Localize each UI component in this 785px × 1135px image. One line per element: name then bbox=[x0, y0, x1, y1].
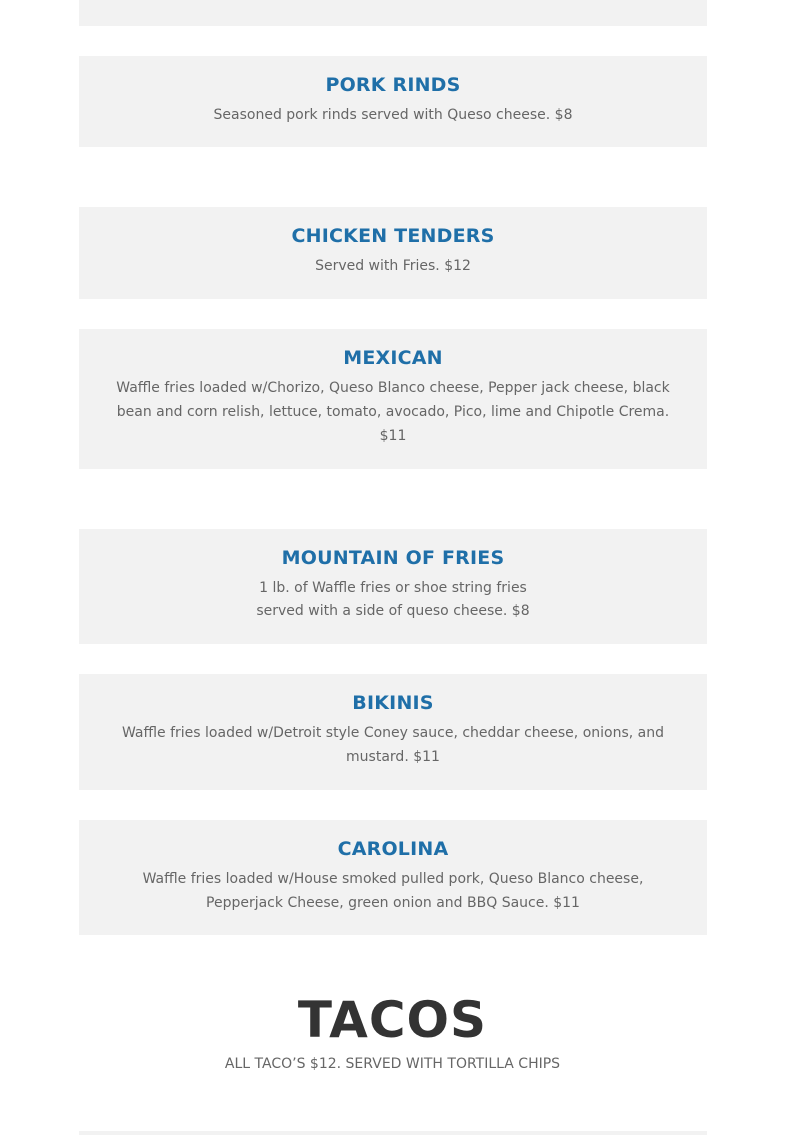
menu-item-description: $11 bbox=[379, 428, 407, 444]
menu-item-description: mustard. $11 bbox=[346, 749, 440, 765]
menu-item-title: CHICKEN TENDERS bbox=[291, 225, 495, 247]
menu-card-partial bbox=[79, 0, 707, 26]
menu-item-title: MOUNTAIN OF FRIES bbox=[281, 547, 505, 569]
menu-card-mexican bbox=[79, 329, 707, 469]
menu-item-description: bean and corn relish, lettuce, tomato, avocado, Pico, lime and Chipotle Crema. bbox=[116, 404, 670, 420]
section-subtitle-tacos: ALL TACO’S $12. SERVED WITH TORTILLA CHIPS bbox=[224, 1056, 561, 1072]
menu-card-carolina bbox=[79, 820, 707, 935]
menu-card-partial-bottom bbox=[79, 1131, 707, 1135]
menu-item-description: Waffle fries loaded w/Detroit style Coney sauce, cheddar cheese, onions, and bbox=[121, 725, 664, 741]
menu-card-chicken-tenders bbox=[79, 207, 707, 299]
menu-item-title: BIKINIS bbox=[352, 692, 434, 714]
menu-item-description: Seasoned pork rinds served with Queso cheese. $8 bbox=[213, 107, 573, 123]
menu-item-title: PORK RINDS bbox=[325, 74, 461, 96]
menu-item-description: Waffle fries loaded w/House smoked pulled pork, Queso Blanco cheese, bbox=[142, 871, 644, 887]
menu-item-description: Served with Fries. $12 bbox=[315, 258, 471, 274]
menu-item-title: CAROLINA bbox=[337, 838, 449, 860]
menu-item-description: Pepperjack Cheese, green onion and BBQ Sauce. $11 bbox=[206, 895, 580, 911]
menu-card-bikinis bbox=[79, 674, 707, 790]
section-title-tacos: TACOS bbox=[297, 991, 488, 1049]
menu-card-mountain-of-fries bbox=[79, 529, 707, 644]
menu-item-description: served with a side of queso cheese. $8 bbox=[256, 603, 530, 619]
menu-card-pork-rinds bbox=[79, 56, 707, 147]
menu-item-description: Waffle fries loaded w/Chorizo, Queso Blanco cheese, Pepper jack cheese, black bbox=[116, 380, 670, 396]
menu-item-description: 1 lb. of Waffle fries or shoe string fries bbox=[259, 580, 527, 596]
menu-item-title: MEXICAN bbox=[343, 347, 443, 369]
